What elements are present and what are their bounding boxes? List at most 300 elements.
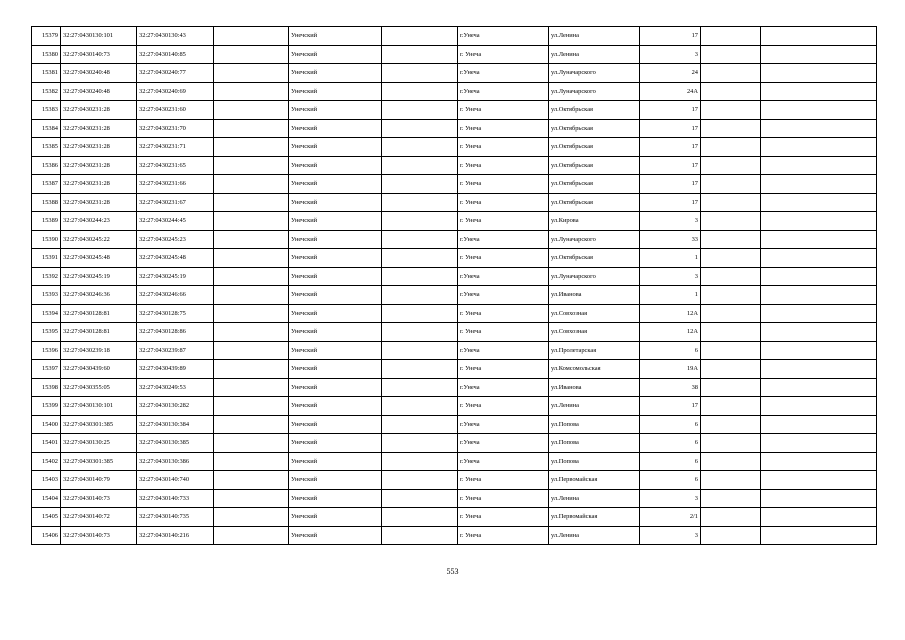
cadastral-number-cell: 32:27:0430245:48 <box>137 249 214 268</box>
blank-cell <box>761 45 877 64</box>
record-number-cell: 15388 <box>32 193 61 212</box>
parent-cadastral-number-cell: 32:27:0430355:05 <box>61 378 137 397</box>
blank-cell <box>214 230 289 249</box>
blank-cell <box>382 138 458 157</box>
locality-cell: г.Унеча <box>458 286 549 305</box>
parent-cadastral-number-cell: 32:27:0430130:101 <box>61 397 137 416</box>
cadastral-number-cell: 32:27:0430130:384 <box>137 415 214 434</box>
locality-cell: г.Унеча <box>458 341 549 360</box>
cadastral-number-cell: 32:27:0430246:66 <box>137 286 214 305</box>
table-row <box>32 508 877 527</box>
record-number-cell: 15405 <box>32 508 61 527</box>
blank-cell <box>382 508 458 527</box>
blank-cell <box>214 175 289 194</box>
blank-cell <box>761 526 877 545</box>
record-number-cell: 15393 <box>32 286 61 305</box>
record-number-cell: 15389 <box>32 212 61 231</box>
blank-cell <box>382 249 458 268</box>
district-cell: Унечский <box>289 64 382 83</box>
blank-cell <box>382 378 458 397</box>
parent-cadastral-number-cell: 32:27:0430130:101 <box>61 27 137 46</box>
blank-cell <box>214 27 289 46</box>
cadastral-number-cell: 32:27:0430130:386 <box>137 452 214 471</box>
records-table-body <box>32 27 877 545</box>
blank-cell <box>761 175 877 194</box>
locality-cell: г.Унеча <box>458 267 549 286</box>
blank-cell <box>701 323 761 342</box>
street-cell: ул.Октябрьская <box>549 175 640 194</box>
house-number-cell: 1 <box>640 249 701 268</box>
blank-cell <box>701 526 761 545</box>
page-number: 553 <box>446 567 459 576</box>
cadastral-number-cell: 32:27:0430140:216 <box>137 526 214 545</box>
blank-cell <box>214 119 289 138</box>
record-number-cell: 15384 <box>32 119 61 138</box>
district-cell: Унечский <box>289 286 382 305</box>
house-number-cell: 17 <box>640 101 701 120</box>
blank-cell <box>701 286 761 305</box>
blank-cell <box>382 230 458 249</box>
street-cell: ул.Пролетарская <box>549 341 640 360</box>
locality-cell: г.Унеча <box>458 64 549 83</box>
blank-cell <box>382 304 458 323</box>
record-number-cell: 15390 <box>32 230 61 249</box>
locality-cell: г. Унеча <box>458 101 549 120</box>
district-cell: Унечский <box>289 249 382 268</box>
blank-cell <box>214 249 289 268</box>
parent-cadastral-number-cell: 32:27:0430140:73 <box>61 45 137 64</box>
table-row <box>32 267 877 286</box>
record-number-cell: 15402 <box>32 452 61 471</box>
table-row <box>32 452 877 471</box>
blank-cell <box>701 212 761 231</box>
table-row <box>32 434 877 453</box>
locality-cell: г. Унеча <box>458 397 549 416</box>
parent-cadastral-number-cell: 32:27:0430231:28 <box>61 119 137 138</box>
cadastral-number-cell: 32:27:0430231:65 <box>137 156 214 175</box>
blank-cell <box>701 397 761 416</box>
parent-cadastral-number-cell: 32:27:0430128:81 <box>61 323 137 342</box>
blank-cell <box>382 267 458 286</box>
blank-cell <box>701 82 761 101</box>
table-row <box>32 249 877 268</box>
parent-cadastral-number-cell: 32:27:0430245:22 <box>61 230 137 249</box>
blank-cell <box>701 156 761 175</box>
blank-cell <box>761 471 877 490</box>
house-number-cell: 6 <box>640 452 701 471</box>
street-cell: ул.Попова <box>549 415 640 434</box>
table-row <box>32 175 877 194</box>
blank-cell <box>382 526 458 545</box>
blank-cell <box>701 434 761 453</box>
house-number-cell: 33 <box>640 230 701 249</box>
blank-cell <box>382 119 458 138</box>
street-cell: ул.Октябрьская <box>549 119 640 138</box>
locality-cell: г. Унеча <box>458 323 549 342</box>
blank-cell <box>761 508 877 527</box>
record-number-cell: 15392 <box>32 267 61 286</box>
blank-cell <box>382 82 458 101</box>
blank-cell <box>761 101 877 120</box>
blank-cell <box>214 82 289 101</box>
parent-cadastral-number-cell: 32:27:0430128:81 <box>61 304 137 323</box>
street-cell: ул.Луначарского <box>549 267 640 286</box>
blank-cell <box>761 249 877 268</box>
record-number-cell: 15385 <box>32 138 61 157</box>
table-row <box>32 360 877 379</box>
record-number-cell: 15399 <box>32 397 61 416</box>
house-number-cell: 6 <box>640 415 701 434</box>
blank-cell <box>382 212 458 231</box>
street-cell: ул.Попова <box>549 434 640 453</box>
table-row <box>32 82 877 101</box>
blank-cell <box>701 64 761 83</box>
blank-cell <box>214 45 289 64</box>
table-row <box>32 341 877 360</box>
district-cell: Унечский <box>289 415 382 434</box>
parent-cadastral-number-cell: 32:27:0430231:28 <box>61 193 137 212</box>
house-number-cell: 3 <box>640 489 701 508</box>
locality-cell: г. Унеча <box>458 45 549 64</box>
blank-cell <box>701 101 761 120</box>
blank-cell <box>382 434 458 453</box>
blank-cell <box>761 304 877 323</box>
house-number-cell: 3 <box>640 526 701 545</box>
parent-cadastral-number-cell: 32:27:0430130:25 <box>61 434 137 453</box>
district-cell: Унечский <box>289 138 382 157</box>
blank-cell <box>214 415 289 434</box>
blank-cell <box>214 323 289 342</box>
record-number-cell: 15406 <box>32 526 61 545</box>
record-number-cell: 15401 <box>32 434 61 453</box>
blank-cell <box>701 249 761 268</box>
locality-cell: г.Унеча <box>458 452 549 471</box>
blank-cell <box>382 101 458 120</box>
blank-cell <box>214 434 289 453</box>
cadastral-number-cell: 32:27:0430239:87 <box>137 341 214 360</box>
locality-cell: г. Унеча <box>458 175 549 194</box>
street-cell: ул.Ленина <box>549 45 640 64</box>
street-cell: ул.Совхозная <box>549 323 640 342</box>
blank-cell <box>701 27 761 46</box>
blank-cell <box>761 64 877 83</box>
street-cell: ул.Первомайская <box>549 471 640 490</box>
cadastral-number-cell: 32:27:0430130:385 <box>137 434 214 453</box>
record-number-cell: 15391 <box>32 249 61 268</box>
table-row <box>32 304 877 323</box>
street-cell: ул.Ленина <box>549 526 640 545</box>
cadastral-number-cell: 32:27:0430130:43 <box>137 27 214 46</box>
house-number-cell: 19А <box>640 360 701 379</box>
street-cell: ул.Ленина <box>549 27 640 46</box>
table-row <box>32 45 877 64</box>
blank-cell <box>214 508 289 527</box>
blank-cell <box>761 397 877 416</box>
street-cell: ул.Октябрьская <box>549 138 640 157</box>
parent-cadastral-number-cell: 32:27:0430244:23 <box>61 212 137 231</box>
table-row <box>32 489 877 508</box>
cadastral-number-cell: 32:27:0430130:282 <box>137 397 214 416</box>
blank-cell <box>214 471 289 490</box>
parent-cadastral-number-cell: 32:27:0430439:60 <box>61 360 137 379</box>
locality-cell: г. Унеча <box>458 119 549 138</box>
street-cell: ул.Первомайская <box>549 508 640 527</box>
locality-cell: г.Унеча <box>458 82 549 101</box>
blank-cell <box>382 27 458 46</box>
record-number-cell: 15395 <box>32 323 61 342</box>
cadastral-number-cell: 32:27:0430240:77 <box>137 64 214 83</box>
record-number-cell: 15396 <box>32 341 61 360</box>
table-row <box>32 323 877 342</box>
blank-cell <box>214 397 289 416</box>
street-cell: ул.Луначарского <box>549 82 640 101</box>
cadastral-number-cell: 32:27:0430140:735 <box>137 508 214 527</box>
cadastral-number-cell: 32:27:0430231:60 <box>137 101 214 120</box>
locality-cell: г. Унеча <box>458 156 549 175</box>
district-cell: Унечский <box>289 397 382 416</box>
locality-cell: г. Унеча <box>458 489 549 508</box>
house-number-cell: 3 <box>640 267 701 286</box>
district-cell: Унечский <box>289 471 382 490</box>
parent-cadastral-number-cell: 32:27:0430140:73 <box>61 526 137 545</box>
table-row <box>32 27 877 46</box>
blank-cell <box>214 378 289 397</box>
blank-cell <box>382 415 458 434</box>
blank-cell <box>761 230 877 249</box>
house-number-cell: 17 <box>640 397 701 416</box>
district-cell: Унечский <box>289 526 382 545</box>
parent-cadastral-number-cell: 32:27:0430140:79 <box>61 471 137 490</box>
locality-cell: г. Унеча <box>458 471 549 490</box>
district-cell: Унечский <box>289 27 382 46</box>
district-cell: Унечский <box>289 175 382 194</box>
blank-cell <box>382 175 458 194</box>
cadastral-number-cell: 32:27:0430231:71 <box>137 138 214 157</box>
cadastral-number-cell: 32:27:0430231:67 <box>137 193 214 212</box>
locality-cell: г. Унеча <box>458 360 549 379</box>
blank-cell <box>761 82 877 101</box>
district-cell: Унечский <box>289 378 382 397</box>
table-row <box>32 378 877 397</box>
district-cell: Унечский <box>289 360 382 379</box>
blank-cell <box>214 286 289 305</box>
blank-cell <box>214 193 289 212</box>
locality-cell: г. Унеча <box>458 249 549 268</box>
street-cell: ул.Комсомольская <box>549 360 640 379</box>
blank-cell <box>761 434 877 453</box>
house-number-cell: 38 <box>640 378 701 397</box>
blank-cell <box>214 341 289 360</box>
blank-cell <box>382 452 458 471</box>
blank-cell <box>761 212 877 231</box>
locality-cell: г.Унеча <box>458 378 549 397</box>
table-row <box>32 156 877 175</box>
blank-cell <box>382 156 458 175</box>
blank-cell <box>701 304 761 323</box>
table-row <box>32 471 877 490</box>
district-cell: Унечский <box>289 230 382 249</box>
record-number-cell: 15386 <box>32 156 61 175</box>
street-cell: ул.Попова <box>549 452 640 471</box>
blank-cell <box>382 397 458 416</box>
blank-cell <box>214 101 289 120</box>
table-row <box>32 397 877 416</box>
blank-cell <box>761 138 877 157</box>
record-number-cell: 15382 <box>32 82 61 101</box>
table-row <box>32 212 877 231</box>
blank-cell <box>214 64 289 83</box>
parent-cadastral-number-cell: 32:27:0430140:73 <box>61 489 137 508</box>
blank-cell <box>382 286 458 305</box>
house-number-cell: 17 <box>640 193 701 212</box>
blank-cell <box>382 193 458 212</box>
house-number-cell: 24 <box>640 64 701 83</box>
record-number-cell: 15394 <box>32 304 61 323</box>
parent-cadastral-number-cell: 32:27:0430231:28 <box>61 175 137 194</box>
cadastral-number-cell: 32:27:0430231:66 <box>137 175 214 194</box>
district-cell: Унечский <box>289 119 382 138</box>
district-cell: Унечский <box>289 452 382 471</box>
house-number-cell: 17 <box>640 138 701 157</box>
parent-cadastral-number-cell: 32:27:0430240:48 <box>61 82 137 101</box>
parent-cadastral-number-cell: 32:27:0430239:18 <box>61 341 137 360</box>
blank-cell <box>761 378 877 397</box>
district-cell: Унечский <box>289 212 382 231</box>
blank-cell <box>214 452 289 471</box>
cadastral-number-cell: 32:27:0430245:23 <box>137 230 214 249</box>
house-number-cell: 3 <box>640 212 701 231</box>
blank-cell <box>701 193 761 212</box>
blank-cell <box>701 341 761 360</box>
street-cell: ул.Октябрьская <box>549 156 640 175</box>
locality-cell: г.Унеча <box>458 27 549 46</box>
house-number-cell: 17 <box>640 175 701 194</box>
parent-cadastral-number-cell: 32:27:0430231:28 <box>61 101 137 120</box>
house-number-cell: 6 <box>640 341 701 360</box>
house-number-cell: 24А <box>640 82 701 101</box>
cadastral-number-cell: 32:27:0430140:740 <box>137 471 214 490</box>
blank-cell <box>761 193 877 212</box>
street-cell: ул.Октябрьская <box>549 249 640 268</box>
locality-cell: г. Унеча <box>458 212 549 231</box>
house-number-cell: 17 <box>640 156 701 175</box>
cadastral-number-cell: 32:27:0430249:53 <box>137 378 214 397</box>
blank-cell <box>701 508 761 527</box>
locality-cell: г.Унеча <box>458 415 549 434</box>
record-number-cell: 15397 <box>32 360 61 379</box>
cadastral-number-cell: 32:27:0430439:89 <box>137 360 214 379</box>
locality-cell: г. Унеча <box>458 508 549 527</box>
blank-cell <box>382 489 458 508</box>
locality-cell: г. Унеча <box>458 193 549 212</box>
cadastral-number-cell: 32:27:0430244:45 <box>137 212 214 231</box>
district-cell: Унечский <box>289 489 382 508</box>
blank-cell <box>382 45 458 64</box>
blank-cell <box>214 267 289 286</box>
street-cell: ул.Луначарского <box>549 64 640 83</box>
table-row <box>32 119 877 138</box>
table-row <box>32 415 877 434</box>
street-cell: ул.Кирова <box>549 212 640 231</box>
locality-cell: г. Унеча <box>458 526 549 545</box>
table-row <box>32 138 877 157</box>
record-number-cell: 15403 <box>32 471 61 490</box>
blank-cell <box>701 138 761 157</box>
table-row <box>32 286 877 305</box>
blank-cell <box>761 156 877 175</box>
house-number-cell: 6 <box>640 471 701 490</box>
blank-cell <box>761 415 877 434</box>
table-row <box>32 526 877 545</box>
blank-cell <box>761 119 877 138</box>
record-number-cell: 15379 <box>32 27 61 46</box>
record-number-cell: 15398 <box>32 378 61 397</box>
blank-cell <box>382 323 458 342</box>
house-number-cell: 6 <box>640 434 701 453</box>
house-number-cell: 17 <box>640 119 701 138</box>
record-number-cell: 15380 <box>32 45 61 64</box>
blank-cell <box>382 471 458 490</box>
table-row <box>32 230 877 249</box>
district-cell: Унечский <box>289 304 382 323</box>
blank-cell <box>214 489 289 508</box>
parent-cadastral-number-cell: 32:27:0430240:48 <box>61 64 137 83</box>
blank-cell <box>761 452 877 471</box>
house-number-cell: 2/1 <box>640 508 701 527</box>
house-number-cell: 17 <box>640 27 701 46</box>
blank-cell <box>701 230 761 249</box>
district-cell: Унечский <box>289 341 382 360</box>
blank-cell <box>761 323 877 342</box>
record-number-cell: 15383 <box>32 101 61 120</box>
district-cell: Унечский <box>289 508 382 527</box>
blank-cell <box>214 304 289 323</box>
blank-cell <box>761 267 877 286</box>
district-cell: Унечский <box>289 45 382 64</box>
district-cell: Унечский <box>289 156 382 175</box>
blank-cell <box>701 489 761 508</box>
record-number-cell: 15381 <box>32 64 61 83</box>
cadastral-number-cell: 32:27:0430245:19 <box>137 267 214 286</box>
street-cell: ул.Ленина <box>549 397 640 416</box>
cadastral-number-cell: 32:27:0430240:69 <box>137 82 214 101</box>
parent-cadastral-number-cell: 32:27:0430140:72 <box>61 508 137 527</box>
records-table <box>31 26 877 545</box>
house-number-cell: 1 <box>640 286 701 305</box>
blank-cell <box>382 341 458 360</box>
blank-cell <box>761 27 877 46</box>
street-cell: ул.Совхозная <box>549 304 640 323</box>
blank-cell <box>214 138 289 157</box>
district-cell: Унечский <box>289 193 382 212</box>
blank-cell <box>382 64 458 83</box>
street-cell: ул.Луначарского <box>549 230 640 249</box>
blank-cell <box>701 360 761 379</box>
blank-cell <box>701 175 761 194</box>
record-number-cell: 15400 <box>32 415 61 434</box>
district-cell: Унечский <box>289 101 382 120</box>
blank-cell <box>701 267 761 286</box>
parent-cadastral-number-cell: 32:27:0430301:385 <box>61 415 137 434</box>
blank-cell <box>214 212 289 231</box>
cadastral-number-cell: 32:27:0430128:75 <box>137 304 214 323</box>
blank-cell <box>701 378 761 397</box>
blank-cell <box>761 286 877 305</box>
street-cell: ул.Иванова <box>549 378 640 397</box>
street-cell: ул.Октябрьская <box>549 193 640 212</box>
cadastral-number-cell: 32:27:0430140:85 <box>137 45 214 64</box>
table-row <box>32 64 877 83</box>
